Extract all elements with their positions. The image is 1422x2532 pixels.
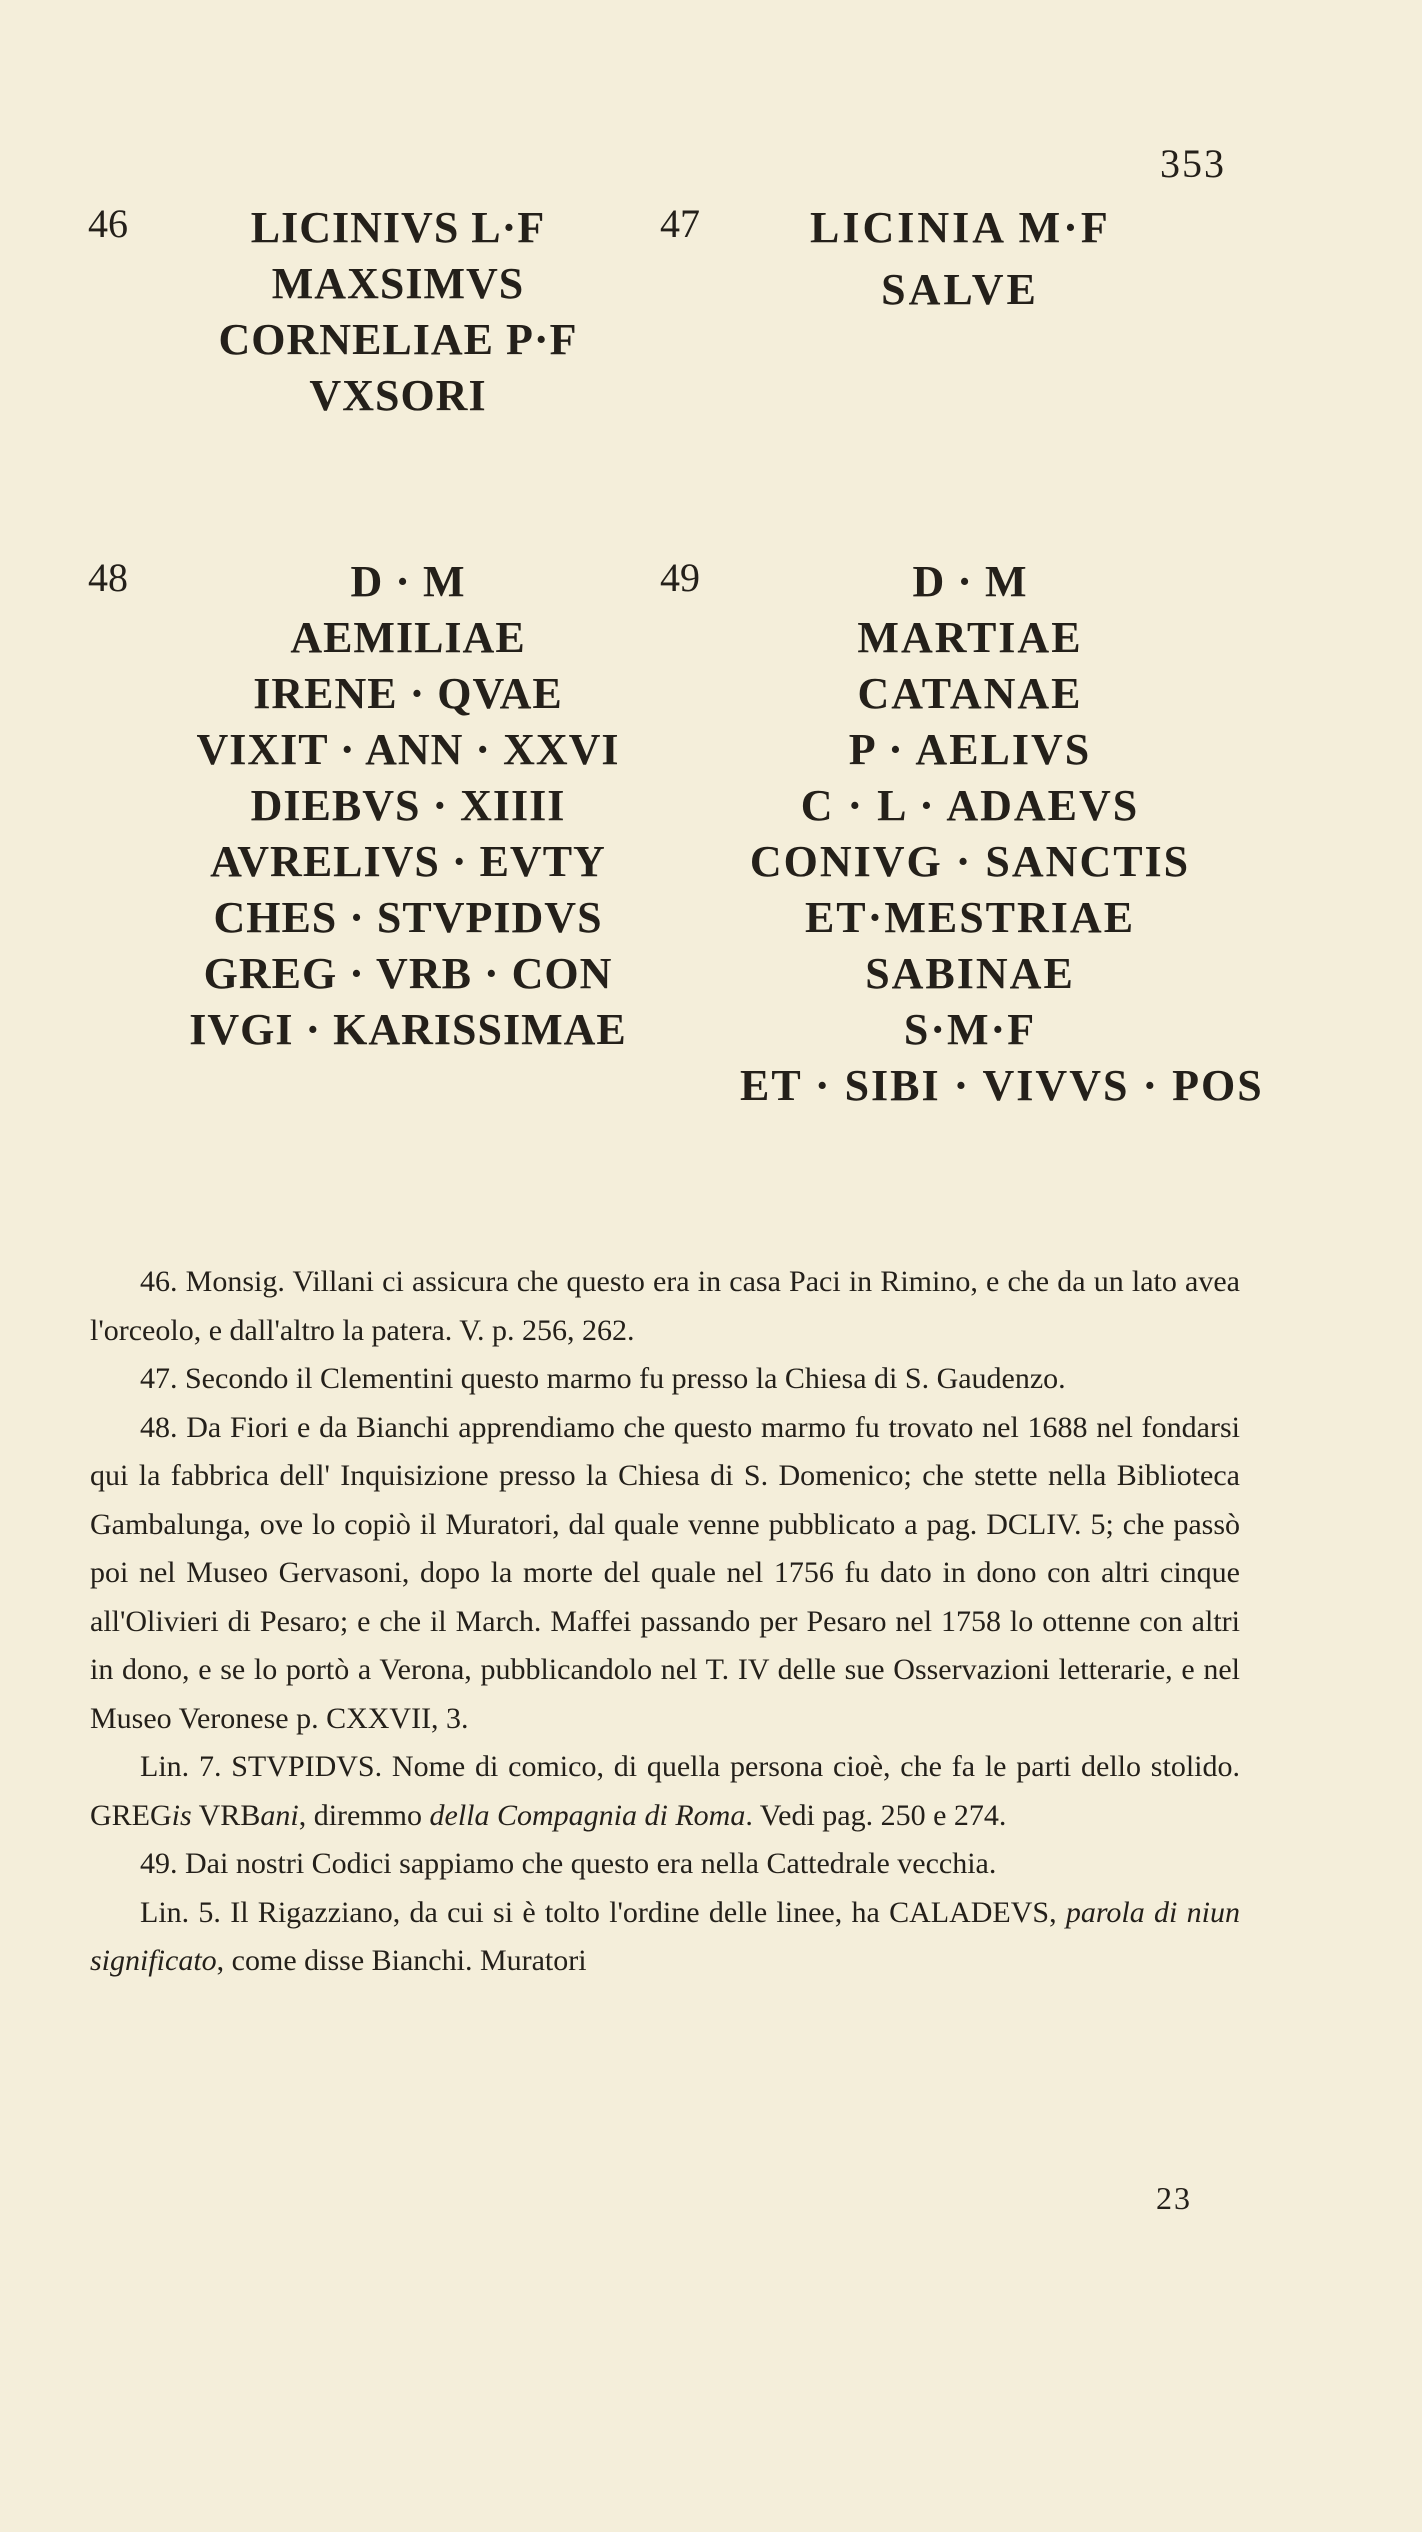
inscription-number: 48 <box>88 555 128 600</box>
note-text: parola di niun significato <box>90 1895 1240 1977</box>
note-text: ani <box>260 1798 299 1832</box>
inscription-line: ET · SIBI · VIVVS · POS <box>740 1061 1264 1110</box>
inscription-line: CORNELIAE P·F <box>218 315 578 364</box>
inscription-line: IVGI · KARISSIMAE <box>189 1005 627 1054</box>
inscription-text <box>740 554 1264 1114</box>
note-text: Lin. 5. Il Rigazziano, da cui si è tolto l'ordine delle linee, ha CALADEVS, <box>140 1895 1066 1929</box>
commentary <box>90 1258 1240 1986</box>
inscription-line: ET·MESTRIAE <box>804 893 1136 942</box>
note-text: VRB <box>191 1798 261 1832</box>
inscription-line: VIXIT · ANN · XXVI <box>196 725 620 774</box>
inscription-text <box>168 200 628 424</box>
inscription-line: CONIVG · SANCTIS <box>749 837 1191 886</box>
inscription-line: C · L · ADAEVS <box>800 781 1140 830</box>
note-text: Lin. 7. STVPIDVS. Nome di comico, di quella persona cioè, che fa le parti dello stolido. <box>140 1750 1240 1783</box>
inscription-line: MAXSIMVS <box>271 259 525 308</box>
signature-mark: 23 <box>1156 2180 1192 2216</box>
inscription-line: VXSORI <box>309 371 487 420</box>
note-48-line-7 <box>90 1743 1240 1840</box>
inscription-line: SALVE <box>881 265 1039 314</box>
inscription-line: CHES · STVPIDVS <box>213 893 603 942</box>
page-number: 353 <box>1160 141 1226 186</box>
note-47: 47. Secondo il Clementini questo marmo fu presso la Chiesa di S. Gaudenzo. <box>140 1362 1066 1395</box>
inscription-number: 49 <box>660 555 700 600</box>
inscription-line: CATANAE <box>857 669 1083 718</box>
note-49: 49. Dai nostri Codici sappiamo che questo era nella Cattedrale vecchia. <box>140 1847 997 1880</box>
inscription-line: LICINIVS L·F <box>250 203 546 252</box>
inscription-line: LICINIA M·F <box>810 203 1111 252</box>
inscription-line: S·M·F <box>903 1005 1037 1054</box>
note-text: , diremmo <box>298 1798 430 1832</box>
note-text: della Compagnia di Roma <box>429 1798 746 1832</box>
inscription-line: DIEBVS · XIIII <box>250 781 566 830</box>
inscription-line: GREG · VRB · CON <box>203 949 613 998</box>
inscription-number: 46 <box>88 201 128 246</box>
inscription-line: SABINAE <box>865 949 1075 998</box>
note-text: , come disse Bianchi. Muratori <box>216 1944 587 1977</box>
inscription-line: P · AELIVS <box>848 725 1092 774</box>
note-48: 48. Da Fiori e da Bianchi apprendiamo che questo marmo fu trovato nel 1688 nel fondarsi qui la fabbrica dell' Inquisizione presso la Chiesa di S. Domenico; che stette nella Biblioteca Gambalunga, ove lo copiò il Muratori, dal quale venne pubblicato a pag. DCLIV. 5; che passò poi nel Museo Gervasoni, dopo la morte del quale nel 1756 fu dato in dono con altri cinque all'Olivieri di Pesaro; e che il March. Maffei passando per Pesaro nel 1758 lo ottenne con altri in dono, e se lo portò a Verona, pubblicandolo nel T. IV delle sue Osservazioni letterarie, e nel Museo Veronese p. CXXVII, 3. <box>90 1410 1240 1735</box>
inscription-number: 47 <box>660 201 700 246</box>
note-49-line-5 <box>90 1889 1240 1986</box>
inscription-line: D · M <box>912 557 1028 606</box>
note-text: . Vedi pag. 250 e 274. <box>745 1798 1007 1832</box>
note-text: GREG <box>90 1798 172 1832</box>
inscription-line: MARTIAE <box>857 613 1083 662</box>
inscription-text <box>168 554 648 1058</box>
inscription-line: AEMILIAE <box>290 613 526 662</box>
inscription-line: D · M <box>350 557 466 606</box>
inscription-text <box>810 200 1110 318</box>
inscription-line: IRENE · QVAE <box>253 669 563 718</box>
inscription-line: AVRELIVS · EVTY <box>210 837 606 886</box>
note-46: 46. Monsig. Villani ci assicura che questo era in casa Paci in Rimino, e che da un lato avea l'orceolo, e dall'altro la patera. V. p. 256, 262. <box>90 1265 1240 1347</box>
note-text: is <box>171 1798 192 1832</box>
